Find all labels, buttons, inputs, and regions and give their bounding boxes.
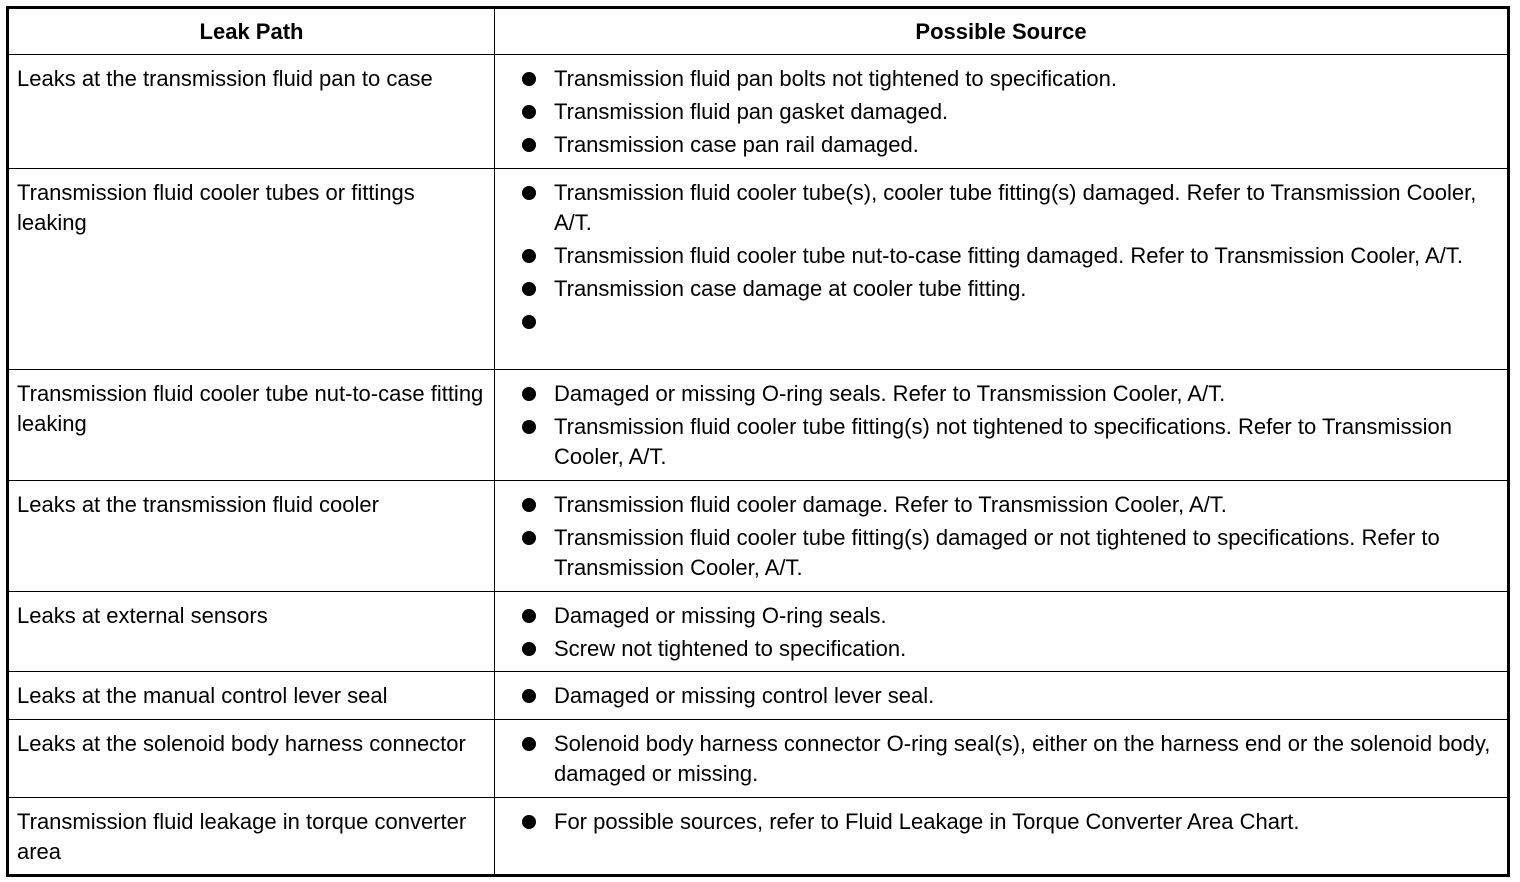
header-possible-source: Possible Source [495,8,1509,55]
bullet-icon [522,387,536,401]
bullet-icon [522,249,536,263]
source-list [495,681,1499,711]
leak-path-cell: Transmission fluid cooler tubes or fittings leaking [8,169,495,370]
possible-source-cell [495,720,1509,798]
leak-path-cell: Leaks at external sensors [8,592,495,672]
source-item [495,412,1499,472]
table-row [8,370,1509,481]
source-item [495,490,1499,520]
source-item [495,523,1499,583]
source-text: Solenoid body harness connector O-ring seal(s), either on the harness end or the solenoid body, damaged or missing. [554,731,1491,786]
table-row [8,720,1509,798]
source-item [495,681,1499,711]
table-row [8,798,1509,876]
leak-path-cell: Leaks at the transmission fluid cooler [8,481,495,592]
source-text: Transmission fluid cooler tube fitting(s) not tightened to specifications. Refer to Transmission Cooler, A/T. [554,414,1452,469]
table-row [8,672,1509,720]
source-item [495,807,1499,837]
source-item [495,729,1499,789]
source-text: Transmission case damage at cooler tube fitting. [554,276,1027,301]
source-text: Damaged or missing control lever seal. [554,683,935,708]
table-body [8,55,1509,876]
leak-path-cell: Leaks at the solenoid body harness connector [8,720,495,798]
bullet-icon [522,315,536,329]
source-item [495,634,1499,664]
possible-source-cell [495,798,1509,876]
source-item [495,601,1499,631]
header-leak-path: Leak Path [8,8,495,55]
source-list [495,729,1499,789]
source-list [495,379,1499,472]
leak-path-table [6,6,1510,877]
bullet-icon [522,498,536,512]
header-row [8,8,1509,55]
bullet-icon [522,737,536,751]
source-text: Transmission fluid cooler damage. Refer to Transmission Cooler, A/T. [554,492,1227,517]
source-text: Transmission case pan rail damaged. [554,132,919,157]
bullet-icon [522,138,536,152]
source-text: Transmission fluid cooler tube(s), cooler tube fitting(s) damaged. Refer to Transmission Cooler, A/T. [554,180,1477,235]
source-item [495,274,1499,304]
possible-source-cell [495,672,1509,720]
bullet-icon [522,815,536,829]
possible-source-cell [495,55,1509,169]
source-text: Transmission fluid pan bolts not tightened to specification. [554,66,1117,91]
source-item [495,130,1499,160]
source-list [495,178,1499,337]
source-item [495,307,1499,337]
bullet-icon [522,420,536,434]
source-text: For possible sources, refer to Fluid Leakage in Torque Converter Area Chart. [554,809,1300,834]
bullet-icon [522,642,536,656]
bullet-icon [522,282,536,296]
source-item [495,178,1499,238]
source-text: Screw not tightened to specification. [554,636,907,661]
bullet-icon [522,72,536,86]
source-list [495,490,1499,583]
source-text: Damaged or missing O-ring seals. [554,603,887,628]
possible-source-cell [495,169,1509,370]
source-text: Transmission fluid cooler tube fitting(s) damaged or not tightened to specifications. Refer to Transmission Cooler, A/T. [554,525,1440,580]
source-list [495,601,1499,664]
source-item [495,64,1499,94]
source-text: Transmission fluid pan gasket damaged. [554,99,949,124]
source-item [495,379,1499,409]
leak-path-cell: Leaks at the manual control lever seal [8,672,495,720]
bullet-icon [522,689,536,703]
source-list [495,807,1499,837]
possible-source-cell [495,592,1509,672]
possible-source-cell [495,370,1509,481]
source-text: Damaged or missing O-ring seals. Refer to Transmission Cooler, A/T. [554,381,1226,406]
table-row [8,592,1509,672]
leak-path-cell: Leaks at the transmission fluid pan to case [8,55,495,169]
source-text: Transmission fluid cooler tube nut-to-case fitting damaged. Refer to Transmission Cooler, A/T. [554,243,1463,268]
bullet-icon [522,105,536,119]
table-row [8,169,1509,370]
table-row [8,55,1509,169]
bullet-icon [522,531,536,545]
bullet-icon [522,186,536,200]
table-row [8,481,1509,592]
bullet-icon [522,609,536,623]
leak-path-cell: Transmission fluid cooler tube nut-to-case fitting leaking [8,370,495,481]
leak-path-cell: Transmission fluid leakage in torque converter area [8,798,495,876]
source-list [495,64,1499,160]
possible-source-cell [495,481,1509,592]
source-item [495,241,1499,271]
source-item [495,97,1499,127]
